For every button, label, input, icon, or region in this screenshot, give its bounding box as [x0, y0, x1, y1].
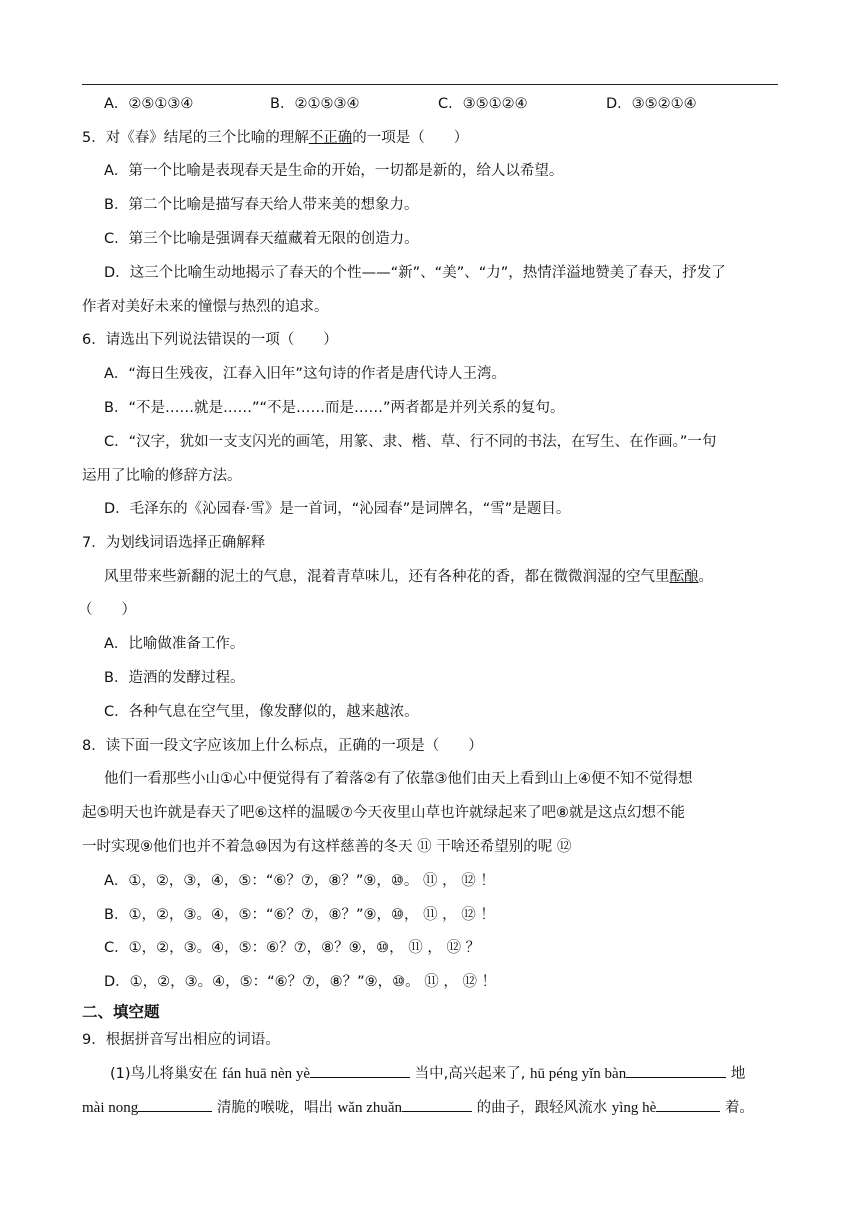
- q8-option-c[interactable]: C．①，②，③。④，⑤：⑥？⑦，⑧？⑨，⑩， ⑪ ， ⑫ ？: [104, 940, 481, 956]
- q9-blank-5[interactable]: [656, 1097, 720, 1112]
- q5-option-c[interactable]: C．第三个比喻是强调春天蕴藏着无限的创造力。: [104, 231, 419, 247]
- q7-passage-post: 。: [698, 569, 713, 585]
- q9-blank-4[interactable]: [402, 1097, 472, 1112]
- q9-pinyin: hū péng yǐn bàn: [529, 1066, 627, 1082]
- header-rule: [82, 84, 778, 85]
- q5-option-d[interactable]: D．这三个比喻生动地揭示了春天的个性——“新”、“美”、“力”，热情洋溢地赞美了春天，抒发了: [104, 265, 726, 281]
- q7-passage-pre: 风里带来些新翻的泥土的气息，混着青草味儿，还有各种花的香，都在微微润湿的空气里: [104, 569, 670, 585]
- q4-option-d[interactable]: D．③⑤②①④: [606, 96, 697, 112]
- q9-text: 当中,高兴起来了,: [414, 1066, 526, 1082]
- q5-stem: [82, 128, 782, 148]
- q7-passage: [104, 567, 804, 587]
- q9-blank-2[interactable]: [626, 1063, 726, 1078]
- section-title: 二、填空题: [82, 1003, 160, 1021]
- q5-stem-pre: 5．对《春》结尾的三个比喻的理解: [82, 130, 309, 146]
- q5-option-a[interactable]: A．第一个比喻是表现春天是生命的开始，一切都是新的，给人以希望。: [104, 163, 564, 179]
- q8-option-d[interactable]: D．①，②，③。④，⑤：“⑥？⑦，⑧？”⑨，⑩。 ⑪ ， ⑫ ！: [104, 974, 497, 990]
- q6-option-c-cont: 运用了比喻的修辞方法。: [82, 468, 242, 484]
- q9-pinyin: mài nong: [82, 1100, 139, 1116]
- q9-line-1: [110, 1063, 780, 1084]
- q8-option-a[interactable]: A．①，②，③，④，⑤：“⑥？⑦，⑧？”⑨，⑩。 ⑪ ， ⑫ ！: [104, 873, 495, 889]
- q5-option-d-cont: 作者对美好未来的憧憬与热烈的追求。: [82, 299, 329, 315]
- q7-passage-underlined: 酝酿: [669, 569, 699, 585]
- q9-text: (1)鸟儿将巢安在: [110, 1066, 218, 1082]
- q6-option-a[interactable]: A．“海日生残夜，江春入旧年”这句诗的作者是唐代诗人王湾。: [104, 366, 506, 382]
- q8-passage-line-1: 他们一看那些小山①心中便觉得有了着落②有了依靠③他们由天上看到山上④便不知不觉得想: [104, 771, 693, 787]
- q4-option-c[interactable]: C．③⑤①②④: [438, 96, 528, 112]
- q9-stem: 9．根据拼音写出相应的词语。: [82, 1032, 280, 1048]
- q9-pinyin: fán huā nèn yè: [222, 1066, 311, 1082]
- q4-option-a[interactable]: A．②⑤①③④: [104, 96, 194, 112]
- q6-option-b[interactable]: B．“不是……就是……”“不是……而是……”两者都是并列关系的复句。: [104, 400, 565, 416]
- q7-option-b[interactable]: B．造酒的发酵过程。: [104, 670, 245, 686]
- q9-pinyin: yìng hè: [611, 1100, 657, 1116]
- q5-stem-underlined: 不正确: [308, 130, 353, 146]
- q5-stem-post: 的一项是（ ）: [352, 130, 469, 146]
- q8-passage-line-2: 起⑤明天也许就是春天了吧⑥这样的温暖⑦今天夜里山草也许就绿起来了吧⑧就是这点幻想不能: [82, 805, 685, 821]
- q4-option-b[interactable]: B．②①⑤③④: [270, 96, 360, 112]
- q8-option-b[interactable]: B．①，②，③。④，⑤：“⑥？⑦，⑧？”⑨，⑩， ⑪ ， ⑫ ！: [104, 907, 495, 923]
- q5-option-b[interactable]: B．第二个比喻是描写春天给人带来美的想象力。: [104, 197, 419, 213]
- q9-text: 地: [730, 1066, 746, 1082]
- q9-text: 着。: [724, 1100, 754, 1116]
- q9-blank-3[interactable]: [138, 1097, 212, 1112]
- q7-stem: 7．为划线词语选择正确解释: [82, 535, 266, 551]
- q7-option-a[interactable]: A．比喻做准备工作。: [104, 636, 245, 652]
- q9-line-2: [82, 1097, 782, 1118]
- q6-option-d[interactable]: D．毛泽东的《沁园春·雪》是一首词，“沁园春”是词牌名，“雪”是题目。: [104, 501, 571, 517]
- q9-text: 清脆的喉咙，唱出: [216, 1100, 333, 1116]
- q7-option-c[interactable]: C．各种气息在空气里，像发酵似的，越来越浓。: [104, 704, 419, 720]
- q8-passage-line-3: 一时实现⑨他们也并不着急⑩因为有这样慈善的冬天 ⑪ 干啥还希望别的呢 ⑫: [82, 839, 572, 855]
- q9-text: 的曲子，跟轻风流水: [476, 1100, 608, 1116]
- q9-pinyin: wǎn zhuǎn: [337, 1100, 403, 1116]
- q6-stem: 6．请选出下列说法错误的一项（ ）: [82, 332, 338, 348]
- q9-blank-1[interactable]: [310, 1063, 410, 1078]
- q6-option-c[interactable]: C．“汉字，犹如一支支闪光的画笔，用篆、隶、楷、草、行不同的书法，在写生、在作画。”一句: [104, 434, 717, 450]
- q8-stem: 8．读下面一段文字应该加上什么标点，正确的一项是（ ）: [82, 738, 483, 754]
- q7-answer-paren: （ ）: [78, 602, 136, 618]
